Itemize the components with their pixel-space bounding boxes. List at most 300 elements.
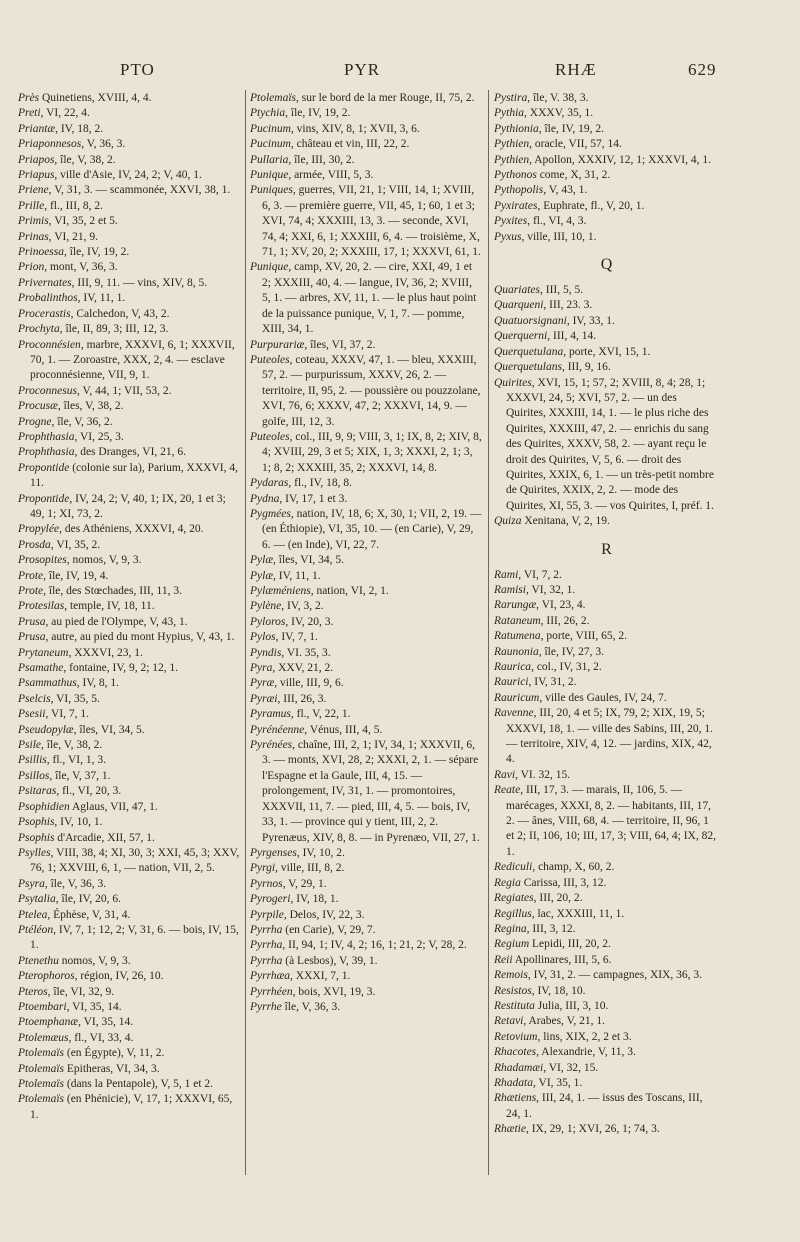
index-entry [494, 583, 719, 598]
index-entry [18, 91, 242, 106]
entry-references: , VI, 21, 9. [48, 230, 98, 243]
entry-references: Xenitana, V, 2, 19. [521, 515, 610, 528]
entry-references: , autre, au pied du mont Hypius, V, 43, 1. [45, 631, 235, 644]
entry-references: , III, 9, 11. — vins, XIV, 8, 5. [71, 276, 208, 289]
index-entry [250, 569, 483, 584]
index-entry [18, 923, 242, 954]
entry-references: (en Phénicie), V, 17, 1; XXXVI, 65, 1. [30, 1093, 233, 1121]
entry-references: île, V, 36, 3. [281, 1000, 341, 1013]
entry-references: , île, VI, 32, 9. [47, 985, 115, 998]
entry-headword: Priapos [18, 153, 55, 166]
entry-references: , V, 44, 1; VII, 53, 2. [76, 384, 172, 397]
entry-headword: Pythopolis [494, 184, 544, 197]
index-entry [494, 922, 719, 937]
entry-references: , île, V, 38, 2. [54, 153, 116, 166]
index-entry [250, 476, 483, 491]
entry-headword: Reate [494, 784, 521, 797]
entry-references: , III, 24, 1. — issus des Toscans, III, 24, 1. [506, 1092, 703, 1120]
entry-headword: Ptolemaïs [18, 1062, 64, 1075]
entry-references: , IX, 29, 1; XVI, 26, 1; 74, 3. [525, 1123, 660, 1136]
entry-references: , ville d'Asie, IV, 24, 2; V, 40, 1. [54, 169, 202, 182]
entry-references: Apollinares, III, 5, 6. [512, 953, 612, 966]
index-entry [18, 553, 242, 568]
entry-headword: Prytaneum [18, 646, 69, 659]
entry-references: , île, II, 89, 3; III, 12, 3. [59, 323, 169, 336]
entry-references: , île, IV, 19, 4. [43, 569, 109, 582]
entry-headword: Privernates [18, 276, 72, 289]
index-entry [250, 646, 483, 661]
entry-headword: Prinas [18, 230, 49, 243]
index-entry [250, 908, 483, 923]
entry-references: Carissa, III, 3, 12. [520, 876, 607, 889]
index-group-q [494, 283, 719, 530]
entry-headword: Psile [18, 739, 41, 752]
entry-references: , VIII, 38, 4; XI, 30, 3; XXI, 45, 3; XXV, 76, 1; XXVIII, 6, 1, — nation, VII, 2, 5. [30, 846, 240, 875]
index-entry [494, 514, 719, 529]
entry-headword: Pyrrhe [250, 1000, 282, 1013]
index-entry [494, 876, 719, 891]
entry-references: , fl., V, 22, 1. [290, 708, 351, 721]
entry-headword: Primis [18, 215, 49, 228]
entry-references: , nation, VI, 2, 1. [310, 585, 389, 597]
index-entry [494, 968, 719, 983]
index-entry [494, 598, 719, 613]
index-entry [494, 360, 719, 375]
entry-headword: Pucinum [250, 122, 291, 135]
entry-references: , lins, XIX, 2, 2 et 3. [537, 1030, 632, 1043]
entry-references: , Vénus, III, 4, 5. [304, 723, 383, 736]
entry-headword: Pselcis [18, 692, 51, 705]
entry-references: , Arabes, V, 21, 1. [523, 1015, 606, 1028]
entry-references: , Calchedon, V, 43, 2. [70, 307, 170, 320]
entry-headword: Quirites [494, 376, 532, 389]
entry-references: , col., IV, 31, 2. [531, 661, 602, 673]
entry-headword: Priene [18, 184, 49, 197]
entry-headword: Pydna [250, 492, 280, 505]
entry-headword: Prusa [18, 631, 46, 644]
entry-headword: Ptelea [18, 908, 48, 921]
index-entry [18, 723, 242, 738]
index-entry [18, 738, 242, 753]
entry-references: , IV, 8, 1. [76, 677, 120, 690]
index-entry [250, 492, 483, 507]
index-entry [250, 599, 483, 614]
entry-references: , île, IV, 19, 2. [538, 122, 604, 135]
index-entry [494, 314, 719, 329]
entry-headword: Punique [250, 169, 289, 182]
entry-headword: Rhætie [494, 1123, 526, 1136]
entry-references: (en Égypte), V, 11, 2. [64, 1047, 165, 1060]
index-entry [18, 954, 242, 969]
entry-headword: Raurici [494, 676, 529, 689]
entry-headword: Retovium [494, 1030, 538, 1043]
index-entry [494, 629, 719, 644]
entry-headword: Ptychia [250, 107, 286, 120]
entry-references: , fl., VI, 33, 4. [68, 1031, 134, 1044]
entry-headword: Prosopites [18, 554, 67, 567]
index-entry [18, 245, 242, 260]
entry-headword: Ptoemphanæ [18, 1016, 79, 1029]
entry-references: , col., III, 9, 9; VIII, 3, 1; IX, 8, 2; XIV, 8, 4; XVIII, 29, 3 et 5; XIX, 1, 3; XXXI, 2, 1; 3, 1; 8, 2; XXXIII, 35, 2; XXXVI, 14, 8. [262, 430, 482, 474]
entry-headword: Pyrnos [250, 877, 283, 890]
entry-references: , des Dranges, VI, 21, 6. [74, 446, 187, 459]
entry-references: , III, 9, 16. [561, 361, 611, 374]
entry-headword: Pylæ [250, 569, 273, 582]
index-entry [494, 999, 719, 1014]
entry-headword: Prinoessa [18, 246, 64, 259]
index-entry [18, 538, 242, 553]
entry-references: , nomos, V, 9, 3. [66, 554, 142, 567]
entry-headword: Psesii [18, 708, 46, 721]
entry-headword: Psyra [18, 877, 45, 890]
index-entry [494, 675, 719, 690]
entry-headword: Rediculi [494, 861, 533, 874]
index-entry [18, 307, 242, 322]
entry-headword: Ptenethu [18, 954, 59, 967]
entry-references: , III, 17, 3. — marais, II, 106, 5. — marécages, XXXI, 8, 2. — habitants, III, 17, 2. — ânes, VIII, 68, 4. — territoire, II, 96, 1 et 2; II, 106, 10; III, 17, 3; VIII, 64, 4; IX, 82, 1. [506, 784, 716, 858]
index-entry [18, 769, 242, 784]
entry-references: , IV, 7, 1; 12, 2; V, 31, 6. — bois, IV, 15, 1. [30, 923, 239, 952]
index-entry [18, 122, 242, 137]
entry-headword: Prusa [18, 615, 46, 628]
index-entry [494, 376, 719, 515]
index-entry [250, 692, 483, 707]
entry-references: , porte, XVI, 15, 1. [563, 345, 651, 358]
index-entry [18, 522, 242, 537]
entry-references: , fl., VI, 1, 3. [46, 754, 106, 767]
index-entry [250, 106, 483, 121]
entry-references: , île, V, 37, 1. [49, 769, 111, 782]
header-right: RHÆ [555, 60, 597, 79]
entry-references: , IV, 17, 1 et 3. [279, 492, 348, 505]
entry-headword: Pyrrhæa [250, 970, 291, 983]
entry-references: , fl., IV, 18, 8. [288, 477, 353, 490]
entry-references: , III, 20, 4 et 5; IX, 79, 2; XIX, 19, 5; XXXVI, 18, 1. — ville des Sabins, III, 20, 1. — territoire, XIV, 4, 12. — jardins, XIX, 42, 4. [506, 707, 713, 766]
index-entry [250, 553, 483, 568]
entry-headword: Psophis [18, 831, 55, 844]
entry-references: , XXXI, 7, 1. [290, 970, 351, 983]
index-entry [250, 584, 483, 599]
entry-headword: Pyrrha [250, 954, 283, 967]
entry-headword: Pygmées [250, 507, 291, 520]
entry-headword: Ptolemaïs [18, 1047, 64, 1060]
index-entry [18, 877, 242, 892]
entry-headword: Rarungæ [494, 599, 537, 612]
entry-headword: Protesilas [18, 600, 65, 613]
entry-references: , région, IV, 26, 10. [74, 970, 164, 983]
index-entry [18, 1000, 242, 1015]
index-entry [250, 91, 483, 106]
entry-references: , Apollon, XXXIV, 12, 1; XXXVI, 4, 1. [529, 153, 711, 166]
entry-references: (dans la Pentapole), V, 5, 1 et 2. [64, 1078, 214, 1090]
entry-headword: Pylæméniens [250, 585, 311, 597]
entry-references: , île, V, 36, 2. [51, 415, 113, 428]
entry-references: , VI, 35, 14. [78, 1016, 134, 1029]
index-entry [250, 615, 483, 630]
entry-headword: Psytalia [18, 893, 56, 906]
index-entry [494, 1076, 719, 1091]
entry-references: , île, IV, 27, 3. [538, 645, 605, 658]
entry-headword: Pyrogeri [250, 893, 291, 906]
entry-references: , VI, 25, 3. [74, 430, 124, 443]
entry-headword: Quarqueni [494, 299, 544, 312]
entry-headword: Pythien [494, 138, 530, 151]
entry-references: , V, 29, 1. [282, 877, 327, 890]
header-center: PYR [344, 60, 381, 79]
entry-references: nomos, V, 9, 3. [58, 954, 131, 967]
entry-references: Epitheras, VI, 34, 3. [64, 1062, 160, 1075]
entry-headword: Probalinthos [18, 292, 78, 305]
entry-headword: Pyræi [250, 692, 278, 705]
index-entry [18, 1077, 242, 1092]
entry-references: , île, des Stœchades, III, 11, 3. [43, 585, 182, 597]
index-entry [18, 692, 242, 707]
entry-references: , VI, 35, 2. [50, 538, 101, 551]
index-entry [250, 969, 483, 984]
index-entry [494, 153, 719, 168]
entry-headword: Quariates [494, 284, 540, 297]
entry-references: (à Lesbos), V, 39, 1. [282, 954, 378, 967]
entry-references: , VI, 23, 4. [536, 599, 586, 612]
index-entry [494, 137, 719, 152]
entry-references: (colonie sur la), Parium, XXXVI, 4, 11. [30, 461, 238, 490]
index-entry [494, 1091, 719, 1122]
index-entry [250, 661, 483, 676]
index-entry [494, 937, 719, 952]
entry-references: , III, 23. 3. [543, 299, 593, 312]
index-column-3 [494, 91, 719, 1138]
entry-references: , VI. 32, 15. [515, 768, 571, 781]
index-entry [494, 706, 719, 768]
entry-headword: Resistos [494, 984, 532, 997]
index-entry [494, 768, 719, 783]
entry-references: , château et vin, III, 22, 2. [290, 138, 410, 151]
index-entry [18, 676, 242, 691]
entry-references: , IV, 7, 1. [275, 631, 318, 644]
entry-references: Aglaus, VII, 47, 1. [69, 800, 158, 813]
index-entry [494, 645, 719, 660]
entry-references: , IV, 10, 1. [54, 816, 103, 829]
index-entry [18, 815, 242, 830]
index-entry [18, 137, 242, 152]
index-entry [18, 892, 242, 907]
index-entry [494, 891, 719, 906]
entry-references: Julia, III, 3, 10. [534, 999, 609, 1012]
index-entry [494, 91, 719, 106]
entry-references: , oracle, VII, 57, 14. [529, 138, 622, 151]
entry-headword: Pythien [494, 153, 530, 166]
entry-references: , VI, 35, 1. [532, 1076, 583, 1089]
index-entry [250, 122, 483, 137]
index-entry [494, 298, 719, 313]
index-entry [18, 1031, 242, 1046]
entry-headword: Pyrrha [250, 923, 283, 936]
entry-references: , IV, 33, 1. [566, 314, 615, 327]
index-entry [494, 199, 719, 214]
entry-headword: Ramisi [494, 583, 526, 596]
entry-headword: Purpurariæ [250, 338, 305, 351]
entry-headword: Puniques [250, 184, 293, 197]
entry-references: , île, IV, 19, 2. [285, 107, 351, 120]
entry-references: , III, 4, 14. [547, 330, 597, 343]
entry-references: , XXXV, 35, 1. [524, 107, 594, 120]
entry-references: , îles, VI, 37, 2. [304, 338, 376, 351]
entry-headword: Rauricum [494, 691, 540, 704]
entry-headword: Ptolemaïs [250, 92, 296, 104]
index-entry [494, 1030, 719, 1045]
entry-headword: Psamathe [18, 662, 64, 675]
entry-headword: Rhadamæi [494, 1061, 544, 1074]
entry-references: , IV, 20, 3. [285, 615, 334, 628]
index-entry [250, 137, 483, 152]
entry-headword: Prosda [18, 538, 51, 551]
index-entry [18, 615, 242, 630]
entry-references: , XXV, 21, 2. [272, 662, 334, 675]
entry-references: , fontaine, IV, 9, 2; 12, 1. [63, 662, 179, 675]
entry-references: , champ, X, 60, 2. [532, 861, 615, 874]
entry-references: , ville, III, 9, 6. [274, 677, 344, 690]
entry-headword: Rhætiens [494, 1092, 537, 1105]
entry-headword: Pyrpile [250, 908, 284, 921]
index-entry [494, 106, 719, 121]
index-entry [18, 492, 242, 523]
entry-references: , III, 3, 12. [526, 922, 576, 935]
header-left: PTO [120, 60, 155, 79]
entry-headword: Proconnésien [18, 338, 81, 351]
entry-references: , IV, 18, 10. [531, 984, 586, 997]
entry-headword: Ptoembari [18, 1000, 67, 1013]
index-entry [18, 291, 242, 306]
index-entry [250, 153, 483, 168]
entry-headword: Quatuorsignani [494, 314, 567, 327]
entry-headword: Ptéléon [18, 923, 54, 936]
index-entry [250, 507, 483, 553]
entry-headword: Pystira [494, 92, 528, 104]
entry-headword: Raunonia [494, 645, 539, 658]
index-entry [18, 831, 242, 846]
index-entry [250, 723, 483, 738]
entry-headword: Pteros [18, 985, 48, 998]
index-entry [18, 646, 242, 661]
entry-headword: Propontide [18, 461, 70, 474]
section-letter-q: Q [600, 256, 613, 274]
index-entry [494, 660, 719, 675]
index-entry [250, 985, 483, 1000]
entry-headword: Prote [18, 569, 44, 582]
entry-references: , îles, V, 38, 2. [57, 400, 124, 413]
entry-references: , marbre, XXXVI, 6, 1; XXXVII, 70, 1. — Zoroastre, XXX, 2, 4. — esclave proconnésienne, VII, 9, 1. [30, 338, 235, 382]
index-entry [18, 599, 242, 614]
index-entry [494, 1061, 719, 1076]
index-entry [250, 1000, 483, 1015]
entry-headword: Querquetulans [494, 361, 562, 374]
index-entry [494, 1122, 719, 1137]
index-entry [18, 338, 242, 384]
entry-references: , V, 36, 3. [81, 138, 126, 151]
index-entry [18, 415, 242, 430]
entry-references: , II, 94, 1; IV, 4, 2; 16, 1; 21, 2; V, 28, 2. [282, 939, 467, 952]
index-entry [250, 892, 483, 907]
index-entry [18, 199, 242, 214]
index-entry [18, 276, 242, 291]
index-entry [18, 1092, 242, 1123]
entry-references: , fl., VI, 20, 3. [56, 785, 122, 798]
entry-headword: Regillus [494, 907, 532, 920]
index-entry [18, 753, 242, 768]
entry-headword: Rhacotes [494, 1046, 537, 1059]
index-entry [494, 122, 719, 137]
index-entry [494, 283, 719, 298]
entry-headword: Rataneum [494, 614, 541, 627]
index-entry [18, 630, 242, 645]
entry-references: , V, 43, 1. [543, 184, 588, 197]
entry-headword: Ptolemæus [18, 1031, 69, 1044]
entry-references: , VI, 22, 4. [40, 107, 90, 120]
entry-references: , Éphèse, V, 31, 4. [47, 908, 131, 921]
index-entry [18, 430, 242, 445]
entry-references: , IV, 31, 2. — campagnes, XIX, 36, 3. [527, 969, 703, 982]
index-entry [250, 738, 483, 846]
index-entry [250, 430, 483, 476]
entry-headword: Puteoles [250, 430, 290, 443]
index-entry [18, 985, 242, 1000]
entry-headword: Propontide [18, 492, 70, 505]
index-entry [494, 214, 719, 229]
entry-headword: Punique [250, 261, 289, 274]
entry-references: , île, V, 36, 3. [44, 877, 107, 890]
index-entry [18, 584, 242, 599]
entry-references: , V, 31, 3. — scammonée, XXVI, 38, 1. [48, 184, 231, 197]
index-entry [494, 183, 719, 198]
entry-references: , îles, VI, 34, 5. [273, 554, 345, 567]
entry-headword: Restituta [494, 999, 535, 1012]
entry-references: , III, 5, 5. [540, 284, 584, 297]
entry-references: , IV, 18, 1. [290, 893, 339, 906]
entry-headword: Pylæ [250, 554, 273, 567]
index-group-p [494, 91, 719, 245]
entry-headword: Pyndis [250, 646, 282, 659]
index-entry [18, 153, 242, 168]
index-entry [18, 399, 242, 414]
entry-headword: Ptolemaïs [18, 1093, 64, 1106]
index-entry [18, 183, 242, 198]
entry-headword: Prophthasia [18, 430, 75, 443]
entry-references: , ville, III, 8, 2. [275, 862, 345, 875]
entry-headword: Quiza [494, 515, 522, 528]
entry-references: , VI, 7, 2. [518, 568, 562, 581]
entry-headword: Psammathus [18, 677, 77, 690]
entry-headword: Prote [18, 585, 44, 597]
index-entry [494, 614, 719, 629]
entry-references: , porte, VIII, 65, 2. [540, 630, 627, 643]
entry-references: , ville des Gaules, IV, 24, 7. [539, 691, 667, 704]
index-entry [494, 953, 719, 968]
index-entry [250, 676, 483, 691]
index-entry [494, 783, 719, 860]
entry-headword: Psitaras [18, 785, 57, 798]
entry-headword: Regium [494, 938, 530, 951]
entry-headword: Pythonos [494, 169, 537, 182]
entry-references: , ville, III, 10, 1. [521, 230, 597, 243]
entry-references: , île, III, 30, 2. [288, 153, 355, 166]
entry-headword: Prion [18, 261, 45, 274]
entry-headword: Psophis [18, 816, 55, 829]
entry-headword: Priapus [18, 169, 55, 182]
entry-headword: Psophidien [18, 800, 70, 813]
entry-references: , armée, VIII, 5, 3. [288, 169, 374, 182]
entry-headword: Ravi [494, 768, 516, 781]
index-entry [18, 784, 242, 799]
